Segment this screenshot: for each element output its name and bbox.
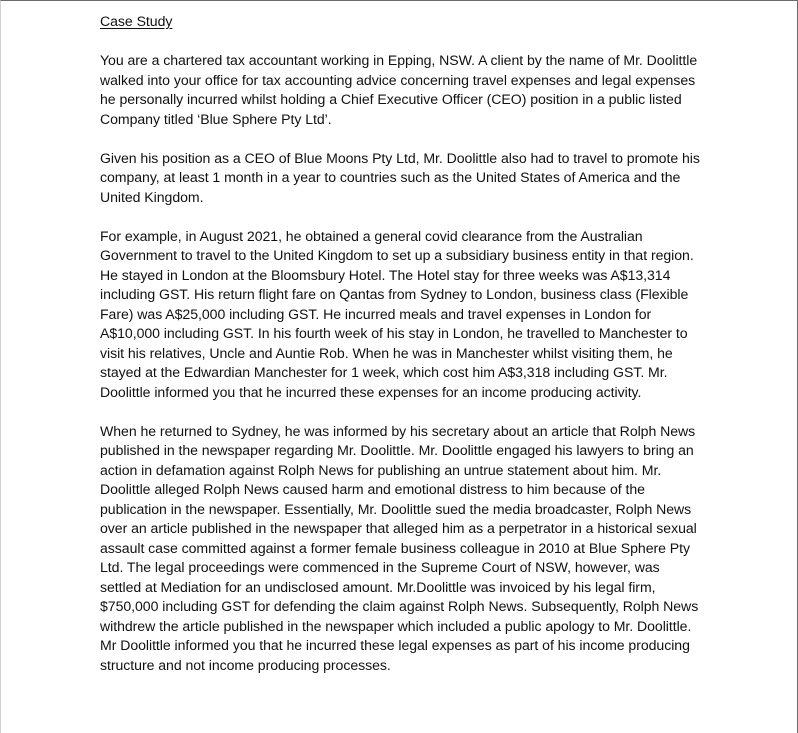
document-body (100, 12, 700, 675)
paragraph-legal-expenses: When he returned to Sydney, he was informed by his secretary about an article that Rolph News published in the newspaper regarding Mr. Doolittle. Mr. Doolittle engaged his lawyers to bring an action in defamation against Rolph News for publishing an untrue statement about him. Mr. Doolittle alleged Rolph News caused harm and emotional distress to him because of the publication in the newspaper. Essentially, Mr. Doolittle sued the media broadcaster, Rolph News over an article published in the newspaper that alleged him as a perpetrator in a historical sexual assault case committed against a former female business colleague in 2010 at Blue Sphere Pty Ltd. The legal proceedings were commenced in the Supreme Court of NSW, however, was settled at Mediation for an undisclosed amount. Mr.Doolittle was invoiced by his legal firm, $750,000 including GST for defending the claim against Rolph News. Subsequently, Rolph News withdrew the article published in the newspaper which included a public apology to Mr. Doolittle. Mr Doolittle informed you that he incurred these legal expenses as part of his income producing structure and not income producing processes. (100, 422, 699, 673)
case-study-heading: Case Study (100, 13, 173, 29)
paragraph-travel-example: For example, in August 2021, he obtained a general covid clearance from the Australian Government to travel to the United Kingdom to set up a subsidiary business entity in that region. He stayed in London at the Bloomsbury Hotel. The Hotel stay for three weeks was A$13,314 including GST. His return flight fare on Qantas from Sydney to London, business class (Flexible Fare) was A$25,000 including GST. He incurred meals and travel expenses in London for A$10,000 including GST. In his fourth week of his stay in London, he travelled to Manchester to visit his relatives, Uncle and Auntie Rob. When he was in Manchester whilst visiting them, he stayed at the Edwardian Manchester for 1 week, which cost him A$3,318 including GST. Mr. Doolittle informed you that he incurred these expenses for an income producing activity. (100, 227, 694, 400)
paragraph-client-intro: You are a chartered tax accountant working in Epping, NSW. A client by the name of Mr. Doolittle walked into your office for tax accounting advice concerning travel expenses and legal expenses he personally incurred whilst holding a Chief Executive Officer (CEO) position in a public listed Company titled ‘Blue Sphere Pty Ltd’. (100, 52, 698, 127)
paragraph-ceo-travel: Given his position as a CEO of Blue Moons Pty Ltd, Mr. Doolittle also had to travel to promote his company, at least 1 month in a year to countries such as the United States of America and the United Kingdom. (100, 149, 700, 205)
